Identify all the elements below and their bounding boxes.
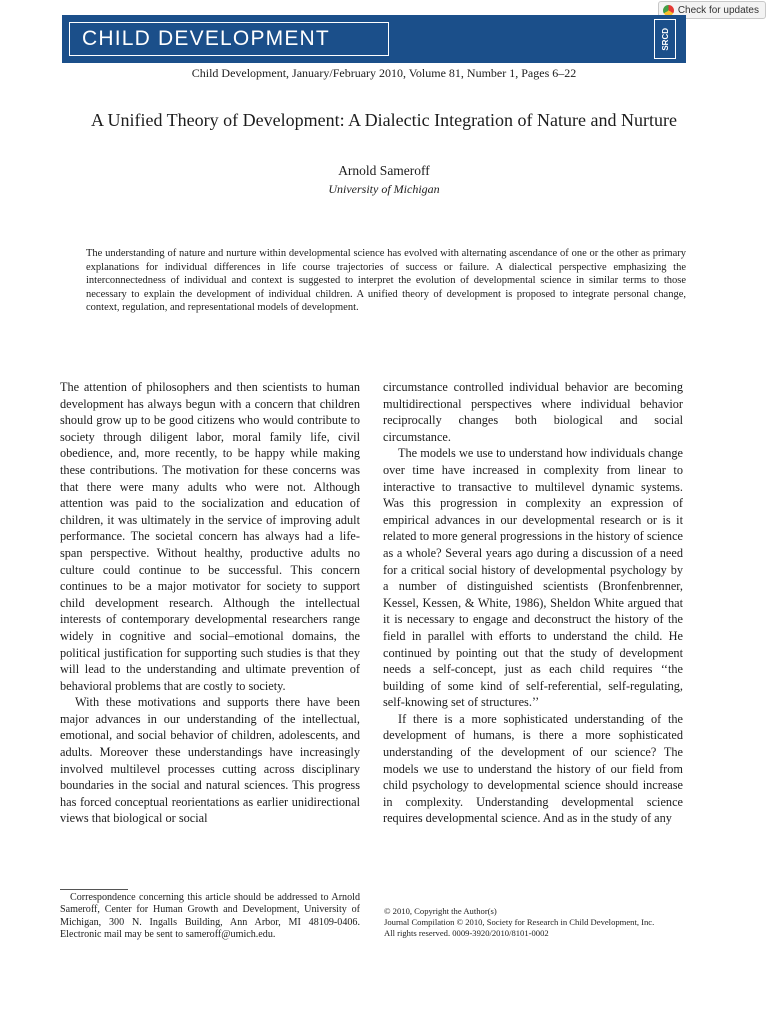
- article-title: A Unified Theory of Development: A Dialectic Integration of Nature and Nurture: [91, 110, 677, 130]
- body-column-left: [60, 379, 360, 827]
- copyright-block: [384, 906, 694, 940]
- abstract: The understanding of nature and nurture within developmental science has evolved with alternating ascendance of one or the other as primary explanations for individual differences in life course trajectories of success or failure. A dialectical perspective emphasizing the interconnectedness of individual and context is suggested to interpret the evolution of developmental science in similar terms to those necessary to explain the development of individual children. A unified theory of development is proposed to integrate personal change, context, regulation, and representational models of development.: [86, 248, 686, 314]
- copyright-line: © 2010, Copyright the Author(s): [384, 906, 497, 916]
- masthead-title-box: [69, 22, 389, 56]
- citation-line: Child Development, January/February 2010, Volume 81, Number 1, Pages 6–22: [191, 66, 577, 80]
- journal-name: CHILD DEVELOPMENT: [82, 27, 330, 50]
- srcd-logo-text: SRCD: [660, 27, 670, 51]
- correspondence-footnote: Correspondence concerning this article should be addressed to Arnold Sameroff, Center for Human Growth and Development, University of Michigan, 300 N. Ingalls Building, Ann Arbor, MI 48109-0406. Electronic mail may be sent to sameroff@umich.edu.: [60, 892, 360, 940]
- paragraph: If there is a more sophisticated understanding of the development of humans, is there a more sophisticated understanding of the development of our science? The models we use to understand the history of our field from child psychology to developmental science should increase in complexity. Understanding developmental science requires developmental science. And as in the study of any: [383, 711, 683, 826]
- author-affiliation: University of Michigan: [328, 182, 440, 196]
- paragraph: The attention of philosophers and then scientists to human development has always begun with a concern that children should grow up to be good citizens who would contribute to society through diligent labor, moral family life, civil obedience, and, more recently, to be happy while making these contributions. The motivation for these concerns was that there were many adults who were not. Although attention was paid to the socialization and education of children, it was ultimately in the service of improving adult performance. The societal concern has always had a life-span perspective. Without healthy, productive adults no culture could continue to be successful. This concern continues to be a major motivator for society to support child development research. Although the intellectual interests of contemporary developmental researchers range widely in cognitive and social–emotional domains, the political justification for supporting such studies is that they will lead to the understanding and ultimate prevention of behavioral problems that are costly to society.: [60, 380, 360, 693]
- body-column-right: [383, 379, 683, 827]
- paragraph: circumstance controlled individual behavior are becoming multidirectional perspectives where individual behavior reciprocally changes both biological and social circumstance.: [383, 380, 683, 444]
- copyright-line: All rights reserved. 0009-3920/2010/8101-0002: [384, 928, 549, 939]
- check-for-updates-label: Check for updates: [677, 4, 759, 16]
- copyright-line: Journal Compilation © 2010, Society for Research in Child Development, Inc.: [384, 917, 655, 928]
- journal-masthead: [62, 15, 686, 63]
- paragraph: The models we use to understand how individuals change over time have increased in complexity from linear to interactive to transactive to multilevel dynamic systems. Was this progression in complexity an expression of empirical advances in our developmental research or is it related to more general progressions in the history of science as a whole? Several years ago during a discussion of a need for a critical social history of developmental psychology by a number of distinguished scientists (Bronfenbrenner, Kessel, Kessen, & White, 1986), Sheldon White argued that it is necessary to engage and deconstruct the history of the field in parallel with efforts to understand the child. He continued by pointing out that the study of development needs a self-concept, just as each child requires ‘‘the building of some kind of self-referential, self-regulating, self-knowing set of structures.’’: [383, 446, 683, 710]
- footnote-divider: [60, 889, 128, 890]
- paragraph: With these motivations and supports there have been major advances in our understanding of the intellectual, emotional, and social behavior of children, adolescents, and adults. Moreover these understandings have increasingly involved multilevel processes cutting across disciplinary boundaries in the social and natural sciences. This progress has forced conceptual reorientations as earlier unidirectional views that biological or social: [60, 695, 360, 826]
- srcd-logo: [654, 19, 676, 59]
- crossmark-icon: [663, 5, 674, 16]
- author-name: Arnold Sameroff: [338, 163, 430, 178]
